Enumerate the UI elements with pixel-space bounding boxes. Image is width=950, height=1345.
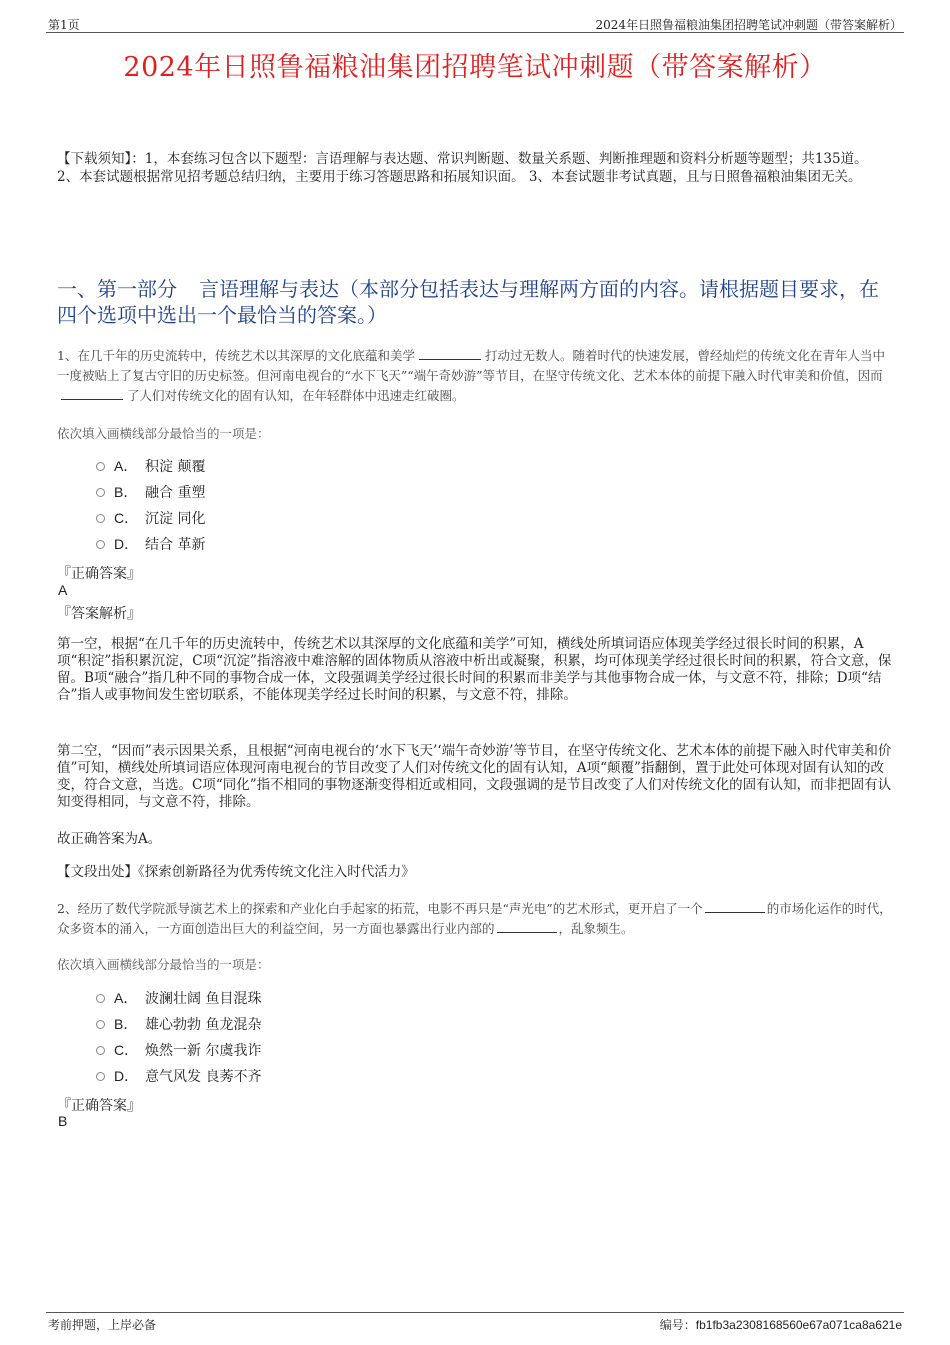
question-2-text: 2、经历了数代学院派导演艺术上的探索和产业化白手起家的拓荒，电影不再只是“声光电”的艺术形式，更开启了一个 的市场化运作的时代，众多资本的涌入，一方面创造出巨大的利益空间，另一方面也暴露出行业内部的 ，乱象频生。 [57, 901, 892, 936]
header-doc-title: 2024年日照鲁福粮油集团招聘笔试冲刺题（带答案解析） [595, 18, 902, 32]
q1-source: 【文段出处】《探索创新路径为优秀传统文化注入时代活力》 [57, 864, 415, 880]
q1-option-d[interactable]: D． 结合 革新 [96, 534, 205, 554]
radio-icon[interactable] [96, 514, 105, 523]
radio-icon[interactable] [96, 1072, 105, 1081]
q2-option-c[interactable]: C． 焕然一新 尔虞我诈 [96, 1040, 261, 1060]
q1-option-b[interactable]: B． 融合 重塑 [96, 482, 205, 502]
radio-icon[interactable] [96, 540, 105, 549]
fill-blank [419, 346, 481, 360]
question-2-prompt: 依次填入画横线部分最恰当的一项是： [57, 957, 270, 972]
fill-blank [61, 386, 123, 400]
q2-answer-label: 『正确答案』 [57, 1098, 141, 1114]
q2-option-d[interactable]: D． 意气风发 良莠不齐 [96, 1066, 261, 1086]
section-number: 一、第一部分 [57, 277, 177, 301]
q1-analysis-paragraph-2: 第二空，“因而”表示因果关系，且根据“河南电视台的‘水下飞天’‘端午奇妙游’等节目，在坚守传统文化、艺术本体的前提下融入时代审美和价值”可知，横线处所填词语应体现河南电视台的节目改变了人们对传统文化的固有认知，A项“颠覆”指翻倒，置于此处可体现对固有认知的改变，符合文意，当选。C项“同化”指不相同的事物逐渐变得相近或相同，文段强调的是节目改变了人们对传统文化的固有认知，而非把固有认知变得相同，与文意不符，排除。 [57, 743, 892, 810]
q1-analysis-label: 『答案解析』 [57, 606, 141, 622]
q1-analysis-paragraph-1: 第一空，根据“在几千年的历史流转中，传统艺术以其深厚的文化底蕴和美学”可知，横线处所填词语应体现美学经过很长时间的积累，A项“积淀”指积累沉淀，C项“沉淀”指溶液中难溶解的固体物质从溶液中析出或凝聚，积累，均可体现美学经过很长时间的积累，符合文意，保留。B项“融合”指几种不同的事物合成一体，文段强调美学经过很长时间的积累而非美学与其他事物合成一体，与文意不符，排除；D项“结合”指人或事物间发生密切联系，不能体现美学经过长时间的积累，与文意不符，排除。 [57, 636, 892, 703]
radio-icon[interactable] [96, 462, 105, 471]
fill-blank [705, 899, 765, 913]
q1-option-c[interactable]: C． 沉淀 同化 [96, 508, 205, 528]
download-notice: 【下载须知】：1，本套练习包含以下题型：言语理解与表达题、常识判断题、数量关系题、判断推理题和资料分析题等题型；共135道。 2、本套试题根据常见招考题总结归纳，主要用于练习答题思路和拓展知识面。 3、本套试题非考试真题，且与日照鲁福粮油集团无关。 [57, 151, 868, 185]
section-description: 言语理解与表达（本部分包括表达与理解两方面的内容。请根据题目要求，在四个选项中选出一个最恰当的答案。） [57, 277, 879, 327]
page-footer [46, 1312, 904, 1332]
question-1-text: 1、在几千年的历史流转中，传统艺术以其深厚的文化底蕴和美学 打动过无数人。随着时代的快速发展，曾经灿烂的传统文化在青年人当中一度被贴上了复古守旧的历史标签。但河南电视台的“水下飞天”“端午奇妙游”等节目，在坚守传统文化、艺术本体的前提下融入时代审美和价值，因而了人们对传统文化的固有认知，在年轻群体中迅速走红破圈。 [57, 348, 885, 403]
q2-answer: B [58, 1113, 68, 1129]
radio-icon[interactable] [96, 1020, 105, 1029]
q1-answer: A [58, 582, 68, 598]
q1-answer-label: 『正确答案』 [57, 566, 141, 582]
fill-blank [497, 919, 557, 933]
q2-option-a[interactable]: A． 波澜壮阔 鱼目混珠 [96, 988, 261, 1008]
radio-icon[interactable] [96, 994, 105, 1003]
q2-option-b[interactable]: B． 雄心勃勃 鱼龙混杂 [96, 1014, 261, 1034]
section-heading [57, 276, 893, 328]
q1-option-a[interactable]: A． 积淀 颠覆 [96, 456, 205, 476]
footer-slogan: 考前押题，上岸必备 [48, 1318, 157, 1332]
question-1-prompt: 依次填入画横线部分最恰当的一项是： [57, 426, 270, 441]
page-number: 第1页 [48, 18, 80, 32]
radio-icon[interactable] [96, 1046, 105, 1055]
page-header [46, 12, 904, 33]
radio-icon[interactable] [96, 488, 105, 497]
document-title: 2024年日照鲁福粮油集团招聘笔试冲刺题（带答案解析） [123, 52, 827, 83]
q1-conclusion: 故正确答案为A。 [57, 831, 162, 847]
footer-code: 编号：fb1fb3a2308168560e67a071ca8a621e [659, 1318, 902, 1332]
